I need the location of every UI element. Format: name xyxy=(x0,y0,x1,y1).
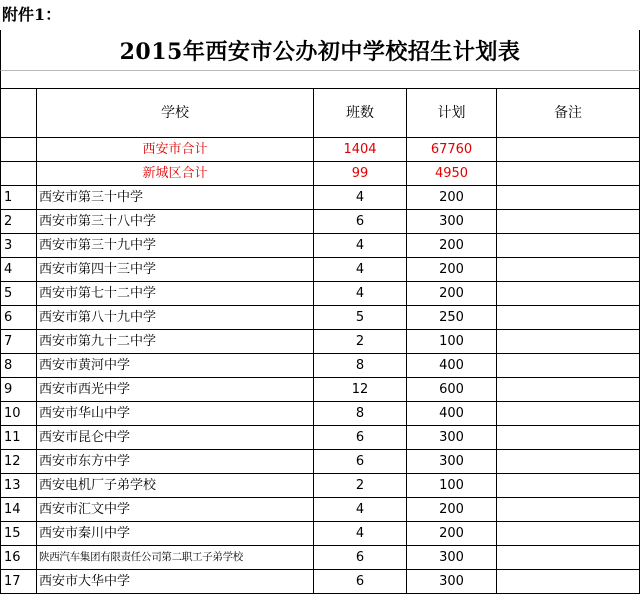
class-count: 4 xyxy=(314,522,407,546)
school-name: 西安市秦川中学 xyxy=(37,522,314,546)
school-name: 西安市第四十三中学 xyxy=(37,258,314,282)
row-number: 1 xyxy=(1,186,37,210)
enrollment-plan: 300 xyxy=(407,210,497,234)
table-row xyxy=(1,474,640,498)
school-name: 西安市华山中学 xyxy=(37,402,314,426)
remark-cell xyxy=(497,258,640,282)
class-count: 6 xyxy=(314,426,407,450)
enrollment-plan: 600 xyxy=(407,378,497,402)
class-count: 6 xyxy=(314,546,407,570)
page-title: 2015年西安市公办初中学校招生计划表 xyxy=(119,38,521,65)
remark-cell xyxy=(497,570,640,594)
enrollment-plan: 400 xyxy=(407,354,497,378)
table-row xyxy=(1,210,640,234)
header-no-cell xyxy=(1,89,37,138)
table-row xyxy=(1,234,640,258)
table-row xyxy=(1,570,640,594)
table-row xyxy=(1,450,640,474)
school-name: 西安市第九十二中学 xyxy=(37,330,314,354)
school-name: 西安市第七十二中学 xyxy=(37,282,314,306)
row-number: 8 xyxy=(1,354,37,378)
subtotal-label: 西安市合计 xyxy=(37,138,314,162)
subtotal-label: 新城区合计 xyxy=(37,162,314,186)
school-name: 西安市第三十中学 xyxy=(37,186,314,210)
enrollment-plan: 100 xyxy=(407,474,497,498)
class-count: 4 xyxy=(314,186,407,210)
subtotal-classes: 99 xyxy=(314,162,407,186)
header-classes: 班数 xyxy=(314,89,407,138)
class-count: 4 xyxy=(314,234,407,258)
row-number: 11 xyxy=(1,426,37,450)
row-number: 15 xyxy=(1,522,37,546)
table-row xyxy=(1,426,640,450)
enrollment-plan: 200 xyxy=(407,258,497,282)
table-row xyxy=(1,354,640,378)
enrollment-plan: 200 xyxy=(407,234,497,258)
remark-cell xyxy=(497,402,640,426)
table-row xyxy=(1,186,640,210)
subtotal-no-cell xyxy=(1,138,37,162)
row-number: 2 xyxy=(1,210,37,234)
remark-cell xyxy=(497,282,640,306)
enrollment-plan: 100 xyxy=(407,330,497,354)
enrollment-plan: 300 xyxy=(407,426,497,450)
subtotal-plan: 4950 xyxy=(407,162,497,186)
header-plan: 计划 xyxy=(407,89,497,138)
school-name: 西安市汇文中学 xyxy=(37,498,314,522)
enrollment-plan: 300 xyxy=(407,546,497,570)
subtotal-remark xyxy=(497,138,640,162)
remark-cell xyxy=(497,378,640,402)
school-name: 陕西汽车集团有限责任公司第二职工子弟学校 xyxy=(37,546,314,570)
subtotal-plan: 67760 xyxy=(407,138,497,162)
attachment-label: 附件1： xyxy=(2,5,62,24)
school-name: 西安市东方中学 xyxy=(37,450,314,474)
row-number: 4 xyxy=(1,258,37,282)
school-name: 西安市黄河中学 xyxy=(37,354,314,378)
row-number: 9 xyxy=(1,378,37,402)
row-number: 17 xyxy=(1,570,37,594)
row-number: 6 xyxy=(1,306,37,330)
class-count: 8 xyxy=(314,354,407,378)
header-row xyxy=(1,89,640,138)
school-name: 西安市第三十八中学 xyxy=(37,210,314,234)
subtotal-remark xyxy=(497,162,640,186)
table-row xyxy=(1,330,640,354)
table-row xyxy=(1,306,640,330)
class-count: 4 xyxy=(314,498,407,522)
class-count: 5 xyxy=(314,306,407,330)
table-row xyxy=(1,258,640,282)
class-count: 2 xyxy=(314,330,407,354)
enrollment-plan: 200 xyxy=(407,282,497,306)
remark-cell xyxy=(497,186,640,210)
enrollment-table xyxy=(0,88,640,594)
enrollment-plan: 250 xyxy=(407,306,497,330)
school-name: 西安市第八十九中学 xyxy=(37,306,314,330)
subtotal-row xyxy=(1,138,640,162)
remark-cell xyxy=(497,234,640,258)
school-name: 西安市昆仑中学 xyxy=(37,426,314,450)
school-name: 西安电机厂子弟学校 xyxy=(37,474,314,498)
school-name: 西安市第三十九中学 xyxy=(37,234,314,258)
table-row xyxy=(1,402,640,426)
class-count: 4 xyxy=(314,282,407,306)
remark-cell xyxy=(497,546,640,570)
remark-cell xyxy=(497,522,640,546)
class-count: 4 xyxy=(314,258,407,282)
header-school: 学校 xyxy=(37,89,314,138)
remark-cell xyxy=(497,330,640,354)
blank-row xyxy=(0,70,640,89)
row-number: 13 xyxy=(1,474,37,498)
subtotal-row xyxy=(1,162,640,186)
table-row xyxy=(1,498,640,522)
enrollment-plan: 200 xyxy=(407,522,497,546)
school-name: 西安市西光中学 xyxy=(37,378,314,402)
row-number: 3 xyxy=(1,234,37,258)
enrollment-plan: 400 xyxy=(407,402,497,426)
subtotal-no-cell xyxy=(1,162,37,186)
enrollment-plan: 300 xyxy=(407,450,497,474)
table-row xyxy=(1,546,640,570)
remark-cell xyxy=(497,306,640,330)
school-name: 西安市大华中学 xyxy=(37,570,314,594)
header-remark: 备注 xyxy=(497,89,640,138)
enrollment-plan: 300 xyxy=(407,570,497,594)
row-number: 14 xyxy=(1,498,37,522)
remark-cell xyxy=(497,210,640,234)
row-number: 16 xyxy=(1,546,37,570)
row-number: 12 xyxy=(1,450,37,474)
row-number: 10 xyxy=(1,402,37,426)
title-row xyxy=(0,30,640,70)
enrollment-plan: 200 xyxy=(407,498,497,522)
remark-cell xyxy=(497,498,640,522)
row-number: 5 xyxy=(1,282,37,306)
table-row xyxy=(1,522,640,546)
class-count: 8 xyxy=(314,402,407,426)
table-row xyxy=(1,282,640,306)
row-number: 7 xyxy=(1,330,37,354)
class-count: 6 xyxy=(314,450,407,474)
remark-cell xyxy=(497,450,640,474)
subtotal-classes: 1404 xyxy=(314,138,407,162)
remark-cell xyxy=(497,474,640,498)
enrollment-plan: 200 xyxy=(407,186,497,210)
class-count: 6 xyxy=(314,570,407,594)
class-count: 12 xyxy=(314,378,407,402)
class-count: 6 xyxy=(314,210,407,234)
remark-cell xyxy=(497,426,640,450)
class-count: 2 xyxy=(314,474,407,498)
remark-cell xyxy=(497,354,640,378)
table-row xyxy=(1,378,640,402)
